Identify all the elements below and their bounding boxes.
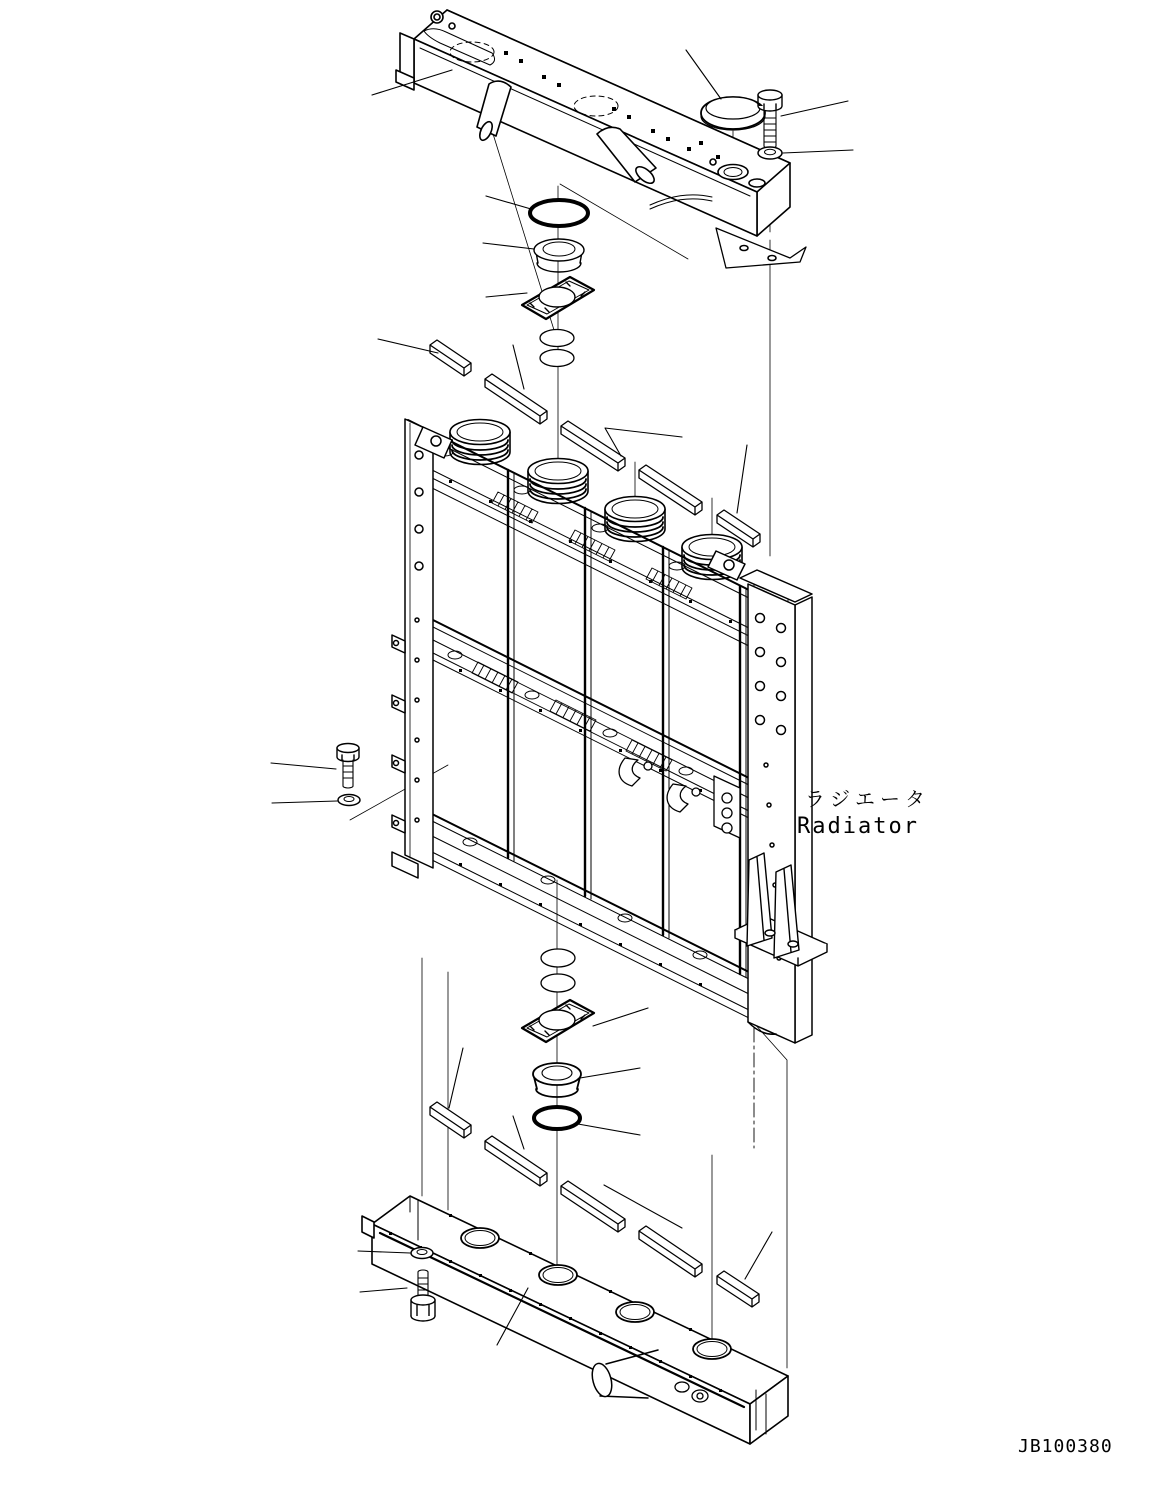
seal-strip	[561, 1181, 625, 1232]
seal-strip	[485, 374, 547, 424]
filler-neck	[605, 497, 665, 542]
washer-bottom-left	[411, 1248, 433, 1259]
o-rings-small-bottom	[541, 949, 575, 992]
seal-strip	[430, 340, 471, 376]
part-label-japanese: ラジエータ	[805, 787, 930, 811]
washer-left	[338, 795, 360, 806]
bottom-chain	[522, 949, 594, 1129]
radiator-core	[392, 419, 827, 1043]
inlet-cap-top	[534, 239, 584, 272]
filler-cap	[701, 97, 765, 130]
cover-plate-bottom	[522, 1000, 594, 1042]
part-label-english: Radiator	[797, 814, 919, 839]
drawing-number: JB100380	[1018, 1436, 1113, 1457]
seal-strip	[717, 1271, 759, 1307]
filler-neck	[528, 459, 588, 504]
o-rings-small-top	[540, 330, 574, 367]
tank-end-flange	[716, 228, 806, 268]
washer-top-right	[758, 147, 782, 159]
seal-strip	[485, 1136, 547, 1186]
core-left-frame	[392, 419, 452, 878]
cover-plate-top	[522, 277, 594, 319]
bolt-left	[337, 744, 359, 789]
top-tank	[396, 10, 806, 268]
seal-strip	[639, 1226, 702, 1277]
top-chain	[522, 200, 594, 367]
seal-strip	[430, 1102, 471, 1138]
o-ring-large-top	[530, 200, 588, 226]
o-ring-large-bottom	[534, 1107, 580, 1129]
filler-neck	[450, 420, 510, 465]
